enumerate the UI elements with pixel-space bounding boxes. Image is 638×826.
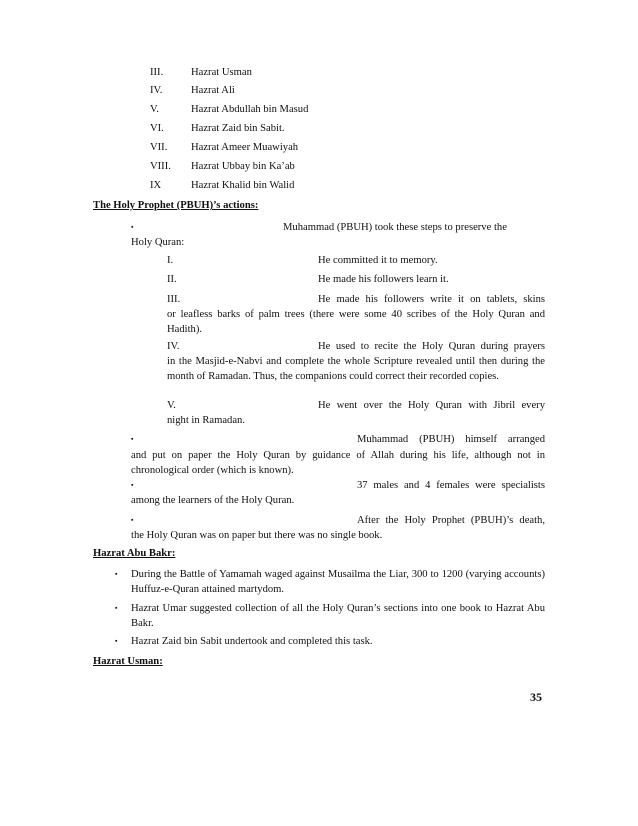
list-item: During the Battle of Yamamah waged against Musailma the Liar, 300 to 1200 (varying accounts) Huffuz-e-Quran attained martydom. [131,569,545,595]
list-item-number: VIII. [150,161,171,172]
bullet-text-line1: 37 males and 4 females were specialists [357,480,545,491]
bullet-icon: ▪ [131,223,134,231]
bullet-text-line2: Holy Quran: [131,237,185,248]
step-text: He went over the Holy Quran with Jibril every [318,400,545,411]
list-item-number: V. [150,104,159,115]
section-heading-prophet-actions: The Holy Prophet (PBUH)’s actions: [93,200,259,211]
step-text: He committed it to memory. [318,255,438,266]
bullet-text-line1: Muhammad (PBUH) took these steps to preserve the [283,222,507,233]
step-number: III. [167,294,181,305]
bullet-icon: ▪ [115,604,118,612]
bullet-icon: ▪ [131,516,134,524]
step-text-continued: or leafless barks of palm trees (there were some 40 scribes of the Holy Quran and Hadith). [167,309,545,335]
bullet-text-line1: Muhammad (PBUH) himself arranged [357,434,545,445]
list-item-text: Hazrat Ameer Muawiyah [191,142,299,153]
bullet-text-continued: the Holy Quran was on paper but there was no single book. [131,530,383,541]
list-item-text: Hazrat Ubbay bin Ka’ab [191,161,295,172]
bullet-text-line1: After the Holy Prophet (PBUH)’s death, [357,515,545,526]
list-item-text: Hazrat Khalid bin Walid [191,180,295,191]
list-item-text: Hazrat Ali [191,85,235,96]
bullet-icon: ▪ [115,637,118,645]
list-item-text: Hazrat Zaid bin Sabit. [191,123,285,134]
list-item-number: VI. [150,123,164,134]
bullet-text-continued: and put on paper the Holy Quran by guidance of Allah during his life, although not in chronological order (which is known). [131,450,545,476]
list-item-number: IX [150,180,162,191]
section-heading-usman: Hazrat Usman: [93,656,163,667]
list-item: Hazrat Umar suggested collection of all the Holy Quran’s sections into one book to Hazrat Abu Bakr. [131,603,545,629]
bullet-icon: ▪ [115,570,118,578]
list-item-text: Hazrat Usman [191,67,252,78]
step-text: He made his followers write it on tablets, skins [318,294,545,305]
list-item-number: VII. [150,142,168,153]
step-text-continued: night in Ramadan. [167,415,245,426]
step-number: IV. [167,341,180,352]
section-heading-abu-bakr: Hazrat Abu Bakr: [93,548,176,559]
list-item-number: III. [150,67,164,78]
page-number: 35 [530,690,542,704]
bullet-icon: ▪ [131,481,134,489]
step-text: He made his followers learn it. [318,274,449,285]
step-number: II. [167,274,177,285]
step-text: He used to recite the Holy Quran during prayers [318,341,545,352]
list-item: Hazrat Zaid bin Sabit undertook and completed this task. [131,636,373,647]
step-text-continued: in the Masjid-e-Nabvi and complete the whole Scripture revealed until then during the month of Ramadan. Thus, the companions could correct their recorded copies. [167,356,545,382]
bullet-icon: ▪ [131,435,134,443]
step-number: V. [167,400,176,411]
step-number: I. [167,255,174,266]
list-item-number: IV. [150,85,163,96]
bullet-text-continued: among the learners of the Holy Quran. [131,495,295,506]
list-item-text: Hazrat Abdullah bin Masud [191,104,309,115]
